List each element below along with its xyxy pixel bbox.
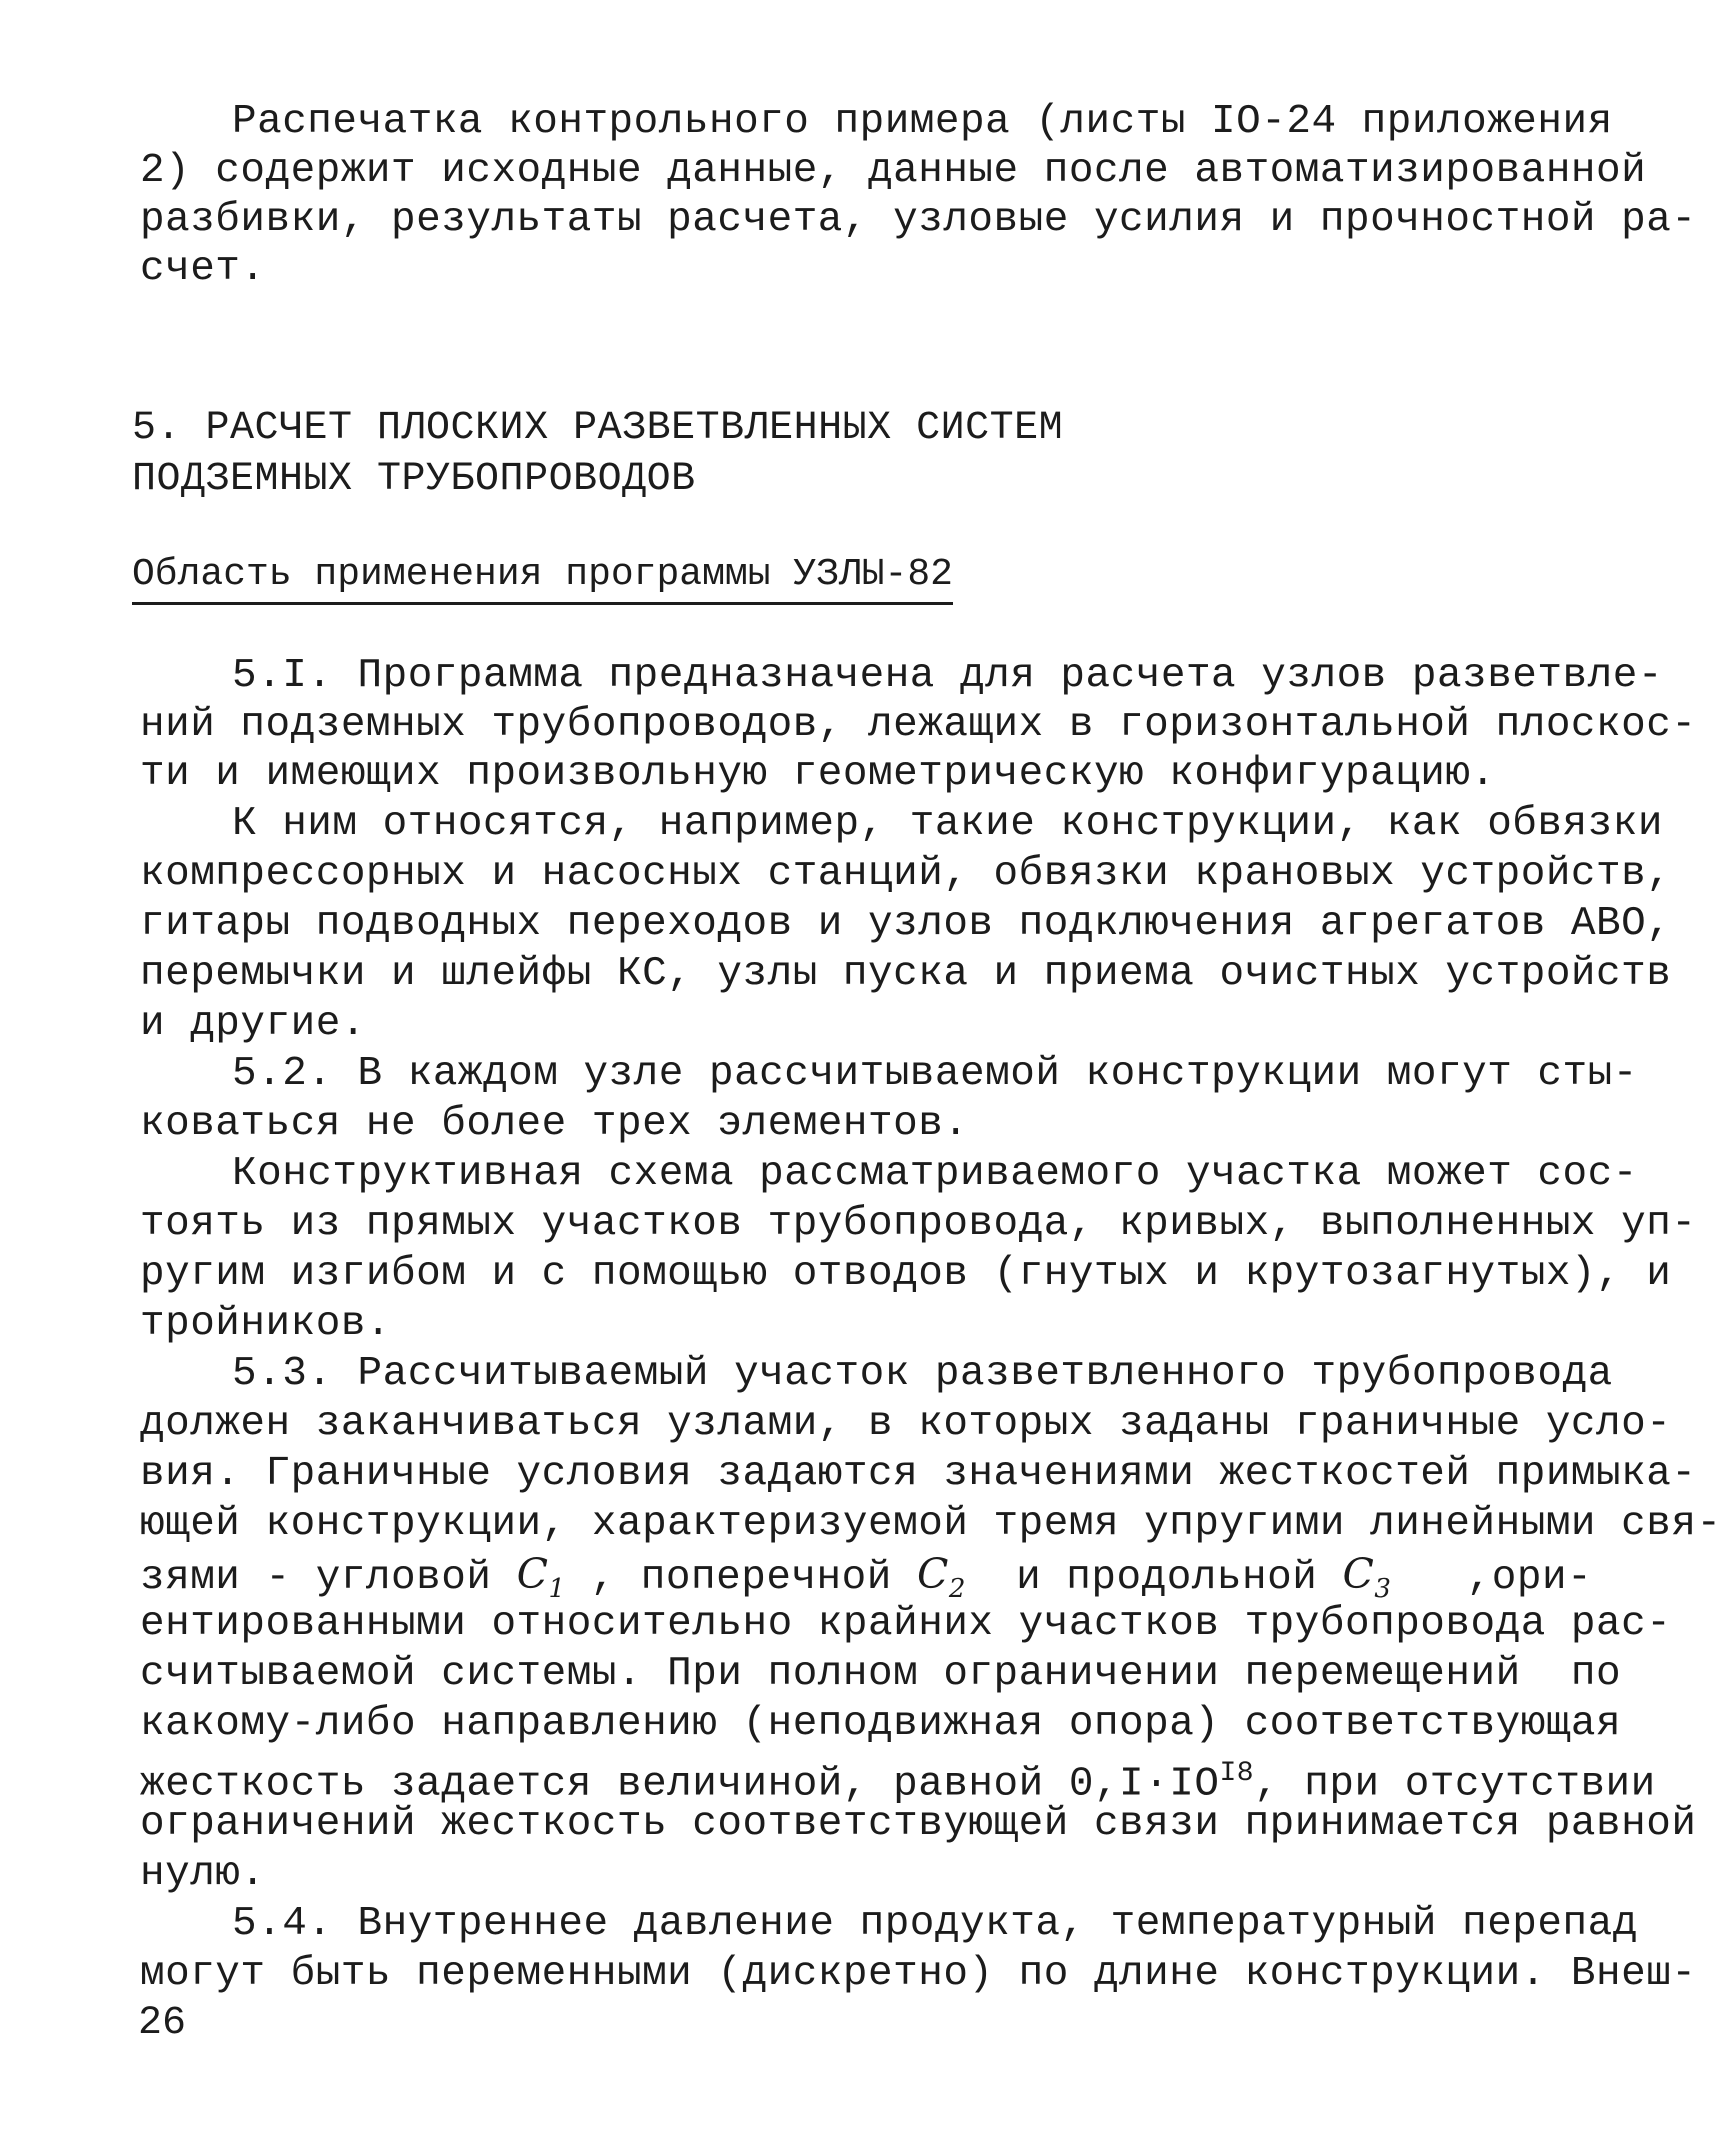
intro-line: разбивки, результаты расчета, узловые усилия и прочностной ра-: [140, 197, 1697, 243]
body-line: тоять из прямых участков трубопровода, кривых, выполненных уп-: [140, 1201, 1697, 1247]
body-line: ний подземных трубопроводов, лежащих в горизонтальной плоскос-: [140, 702, 1697, 748]
symbol-subscript: 3: [1374, 1574, 1392, 1605]
body-line: должен заканчиваться узлами, в которых заданы граничные усло-: [140, 1401, 1672, 1447]
symbol-letter: C: [516, 1550, 549, 1598]
body-line: 5.4. Внутреннее давление продукта, температурный перепад: [232, 1901, 1638, 1947]
section-heading-line2: ПОДЗЕМНЫХ ТРУБОПРОВОДОВ: [132, 457, 696, 502]
page-number: 26: [138, 2001, 187, 2046]
body-line: ти и имеющих произвольную геометрическую конфигурацию.: [140, 751, 1496, 797]
symbol-subscript: 2: [948, 1574, 966, 1605]
text-run: жесткость задается величиной, равной 0,I·IO: [140, 1761, 1220, 1808]
body-line: гитары подводных переходов и узлов подключения агрегатов АВО,: [140, 901, 1672, 947]
symbol-letter: C: [1342, 1550, 1375, 1598]
intro-line: 2) содержит исходные данные, данные после автоматизированной: [140, 148, 1647, 194]
body-line: считываемой системы. При полном ограничении перемещений по: [140, 1651, 1622, 1697]
body-line: 5.I. Программа предназначена для расчета узлов разветвле-: [232, 653, 1663, 699]
body-line: Конструктивная схема рассматриваемого участка может сос-: [232, 1151, 1638, 1197]
body-line: какому-либо направлению (неподвижная опора) соответствующая: [140, 1701, 1622, 1747]
body-line: ентированными относительно крайних участков трубопровода рас-: [140, 1601, 1672, 1647]
body-line: вия. Граничные условия задаются значениями жесткостей примыка-: [140, 1451, 1697, 1497]
body-line: 5.3. Рассчитываемый участок разветвленного трубопровода: [232, 1351, 1613, 1397]
body-line: ющей конструкции, характеризуемой тремя упругими линейными свя-: [140, 1501, 1722, 1547]
c3-symbol: [1342, 1550, 1392, 1605]
body-line: перемычки и шлейфы КС, узлы пуска и приема очистных устройств: [140, 951, 1672, 997]
body-line: ругим изгибом и с помощью отводов (гнутых и крутозагнутых), и: [140, 1251, 1672, 1297]
body-line: могут быть переменными (дискретно) по длине конструкции. Внеш-: [140, 1951, 1697, 1997]
text-run: и продольной: [965, 1555, 1343, 1601]
symbol-subscript: 1: [548, 1574, 566, 1605]
body-line: компрессорных и насосных станций, обвязки крановых устройств,: [140, 851, 1672, 897]
text-run: , при отсутствии: [1254, 1761, 1656, 1808]
section-heading-line1: 5. РАСЧЕТ ПЛОСКИХ РАЗВЕТВЛЕННЫХ СИСТЕМ: [132, 406, 1064, 451]
text-run: , поперечной: [565, 1555, 917, 1601]
c2-symbol: [916, 1550, 966, 1605]
body-line: и другие.: [140, 1001, 366, 1047]
body-line: 5.2. В каждом узле рассчитываемой конструкции могут сты-: [232, 1051, 1638, 1097]
c1-symbol: [516, 1550, 566, 1605]
body-line: нулю.: [140, 1851, 266, 1897]
body-line: ограничений жесткость соответствующей связи принимается равной: [140, 1801, 1697, 1847]
text-run: ,ори-: [1391, 1555, 1593, 1601]
body-line: К ним относятся, например, такие конструкции, как обвязки: [232, 801, 1663, 847]
intro-line: Распечатка контрольного примера (листы IO-24 приложения: [232, 99, 1613, 145]
body-line: тройников.: [140, 1301, 392, 1347]
body-line: коваться не более трех элементов.: [140, 1101, 969, 1147]
exponent: I8: [1219, 1758, 1255, 1789]
text-run: зями - угловой: [140, 1555, 517, 1601]
symbol-letter: C: [916, 1550, 949, 1598]
intro-line: счет.: [140, 246, 266, 292]
subheading: Область применения программы УЗЛЫ-82: [132, 552, 953, 605]
